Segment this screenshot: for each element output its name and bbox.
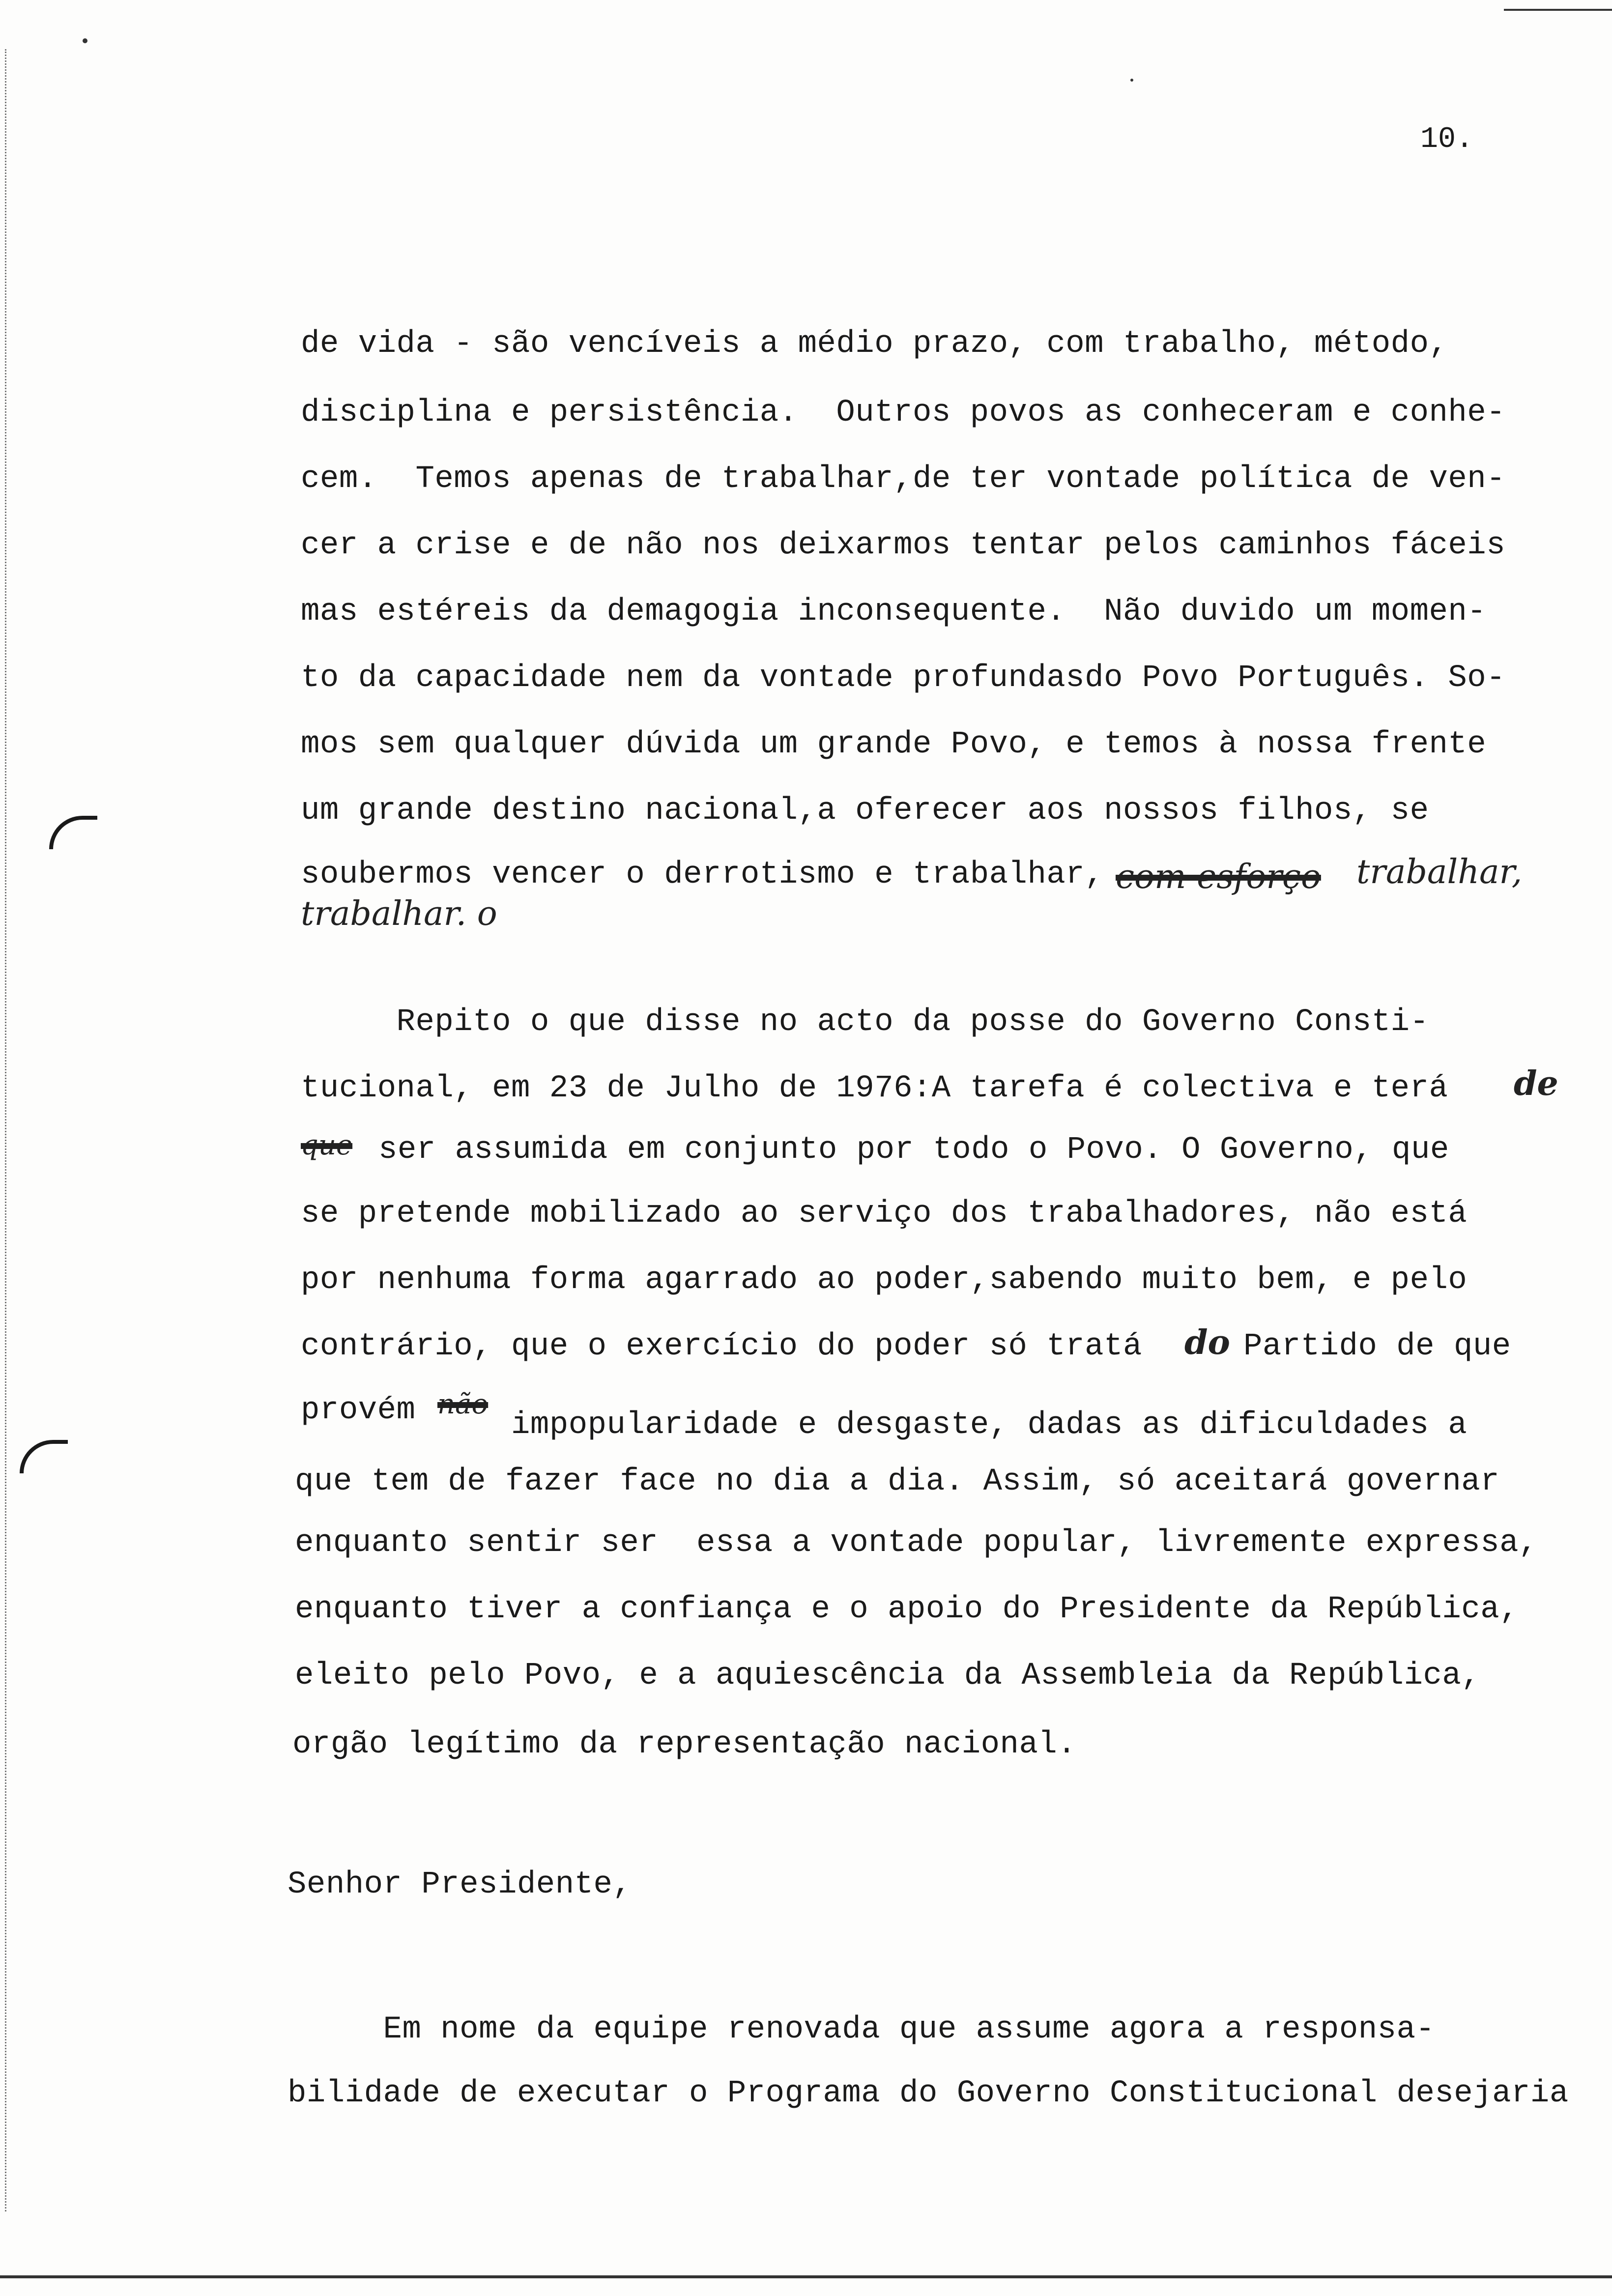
text-line: cer a crise e de não nos deixarmos tentar pelos caminhos fáceis [301,528,1506,563]
salutation: Senhor Presidente, [288,1867,632,1902]
text-line: eleito pelo Povo, e a aquiescência da Assembleia da República, [295,1658,1481,1693]
text-line: soubermos vencer o derrotismo e trabalhar, [301,857,1104,892]
handwritten-correction: trabalhar. o [301,894,497,933]
text-line: provém [301,1393,416,1428]
text-line: contrário, que o exercício do poder só tratá [301,1329,1142,1364]
text-line: Repito o que disse no acto da posse do Governo Consti- [301,1004,1429,1040]
text-line: se pretende mobilizado ao serviço dos trabalhadores, não está [301,1196,1468,1232]
struck-out-text: que [301,1129,353,1161]
text-line: enquanto tiver a confiança e o apoio do Presidente da República, [295,1592,1519,1627]
scan-edge [5,49,9,2211]
text-line: orgão legítimo da representação nacional. [292,1727,1077,1762]
text-line: um grande destino nacional,a oferecer aos nossos filhos, se [301,793,1429,829]
text-line: bilidade de executar o Programa do Governo Constitucional desejaria [288,2076,1569,2111]
top-edge-line [1504,9,1612,11]
bottom-edge-line [0,2275,1612,2278]
text-line: Partido de que [1243,1329,1511,1364]
text-line: to da capacidade nem da vontade profundasdo Povo Português. So- [301,660,1506,696]
margin-mark [49,816,97,849]
scan-speck [1130,79,1133,82]
text-line: cem. Temos apenas de trabalhar,de ter vontade política de ven- [301,461,1506,497]
text-line: ser assumida em conjunto por todo o Povo. O Governo, que [378,1132,1449,1168]
handwritten-correction: de [1514,1064,1558,1103]
handwritten-correction: trabalhar, [1356,853,1523,891]
text-line: que tem de fazer face no dia a dia. Assim, só aceitará governar [295,1464,1500,1499]
text-line: de vida - são vencíveis a médio prazo, com trabalho, método, [301,326,1448,362]
handwritten-correction: do [1184,1323,1230,1362]
struck-out-text: não [437,1388,489,1420]
text-line: mas estéreis da demagogia inconsequente. Não duvido um momen- [301,594,1487,630]
text-line: enquanto sentir ser essa a vontade popular, livremente expressa, [295,1525,1538,1561]
text-line: mos sem qualquer dúvida um grande Povo, e temos à nossa frente [301,727,1487,762]
text-line: impopularidade e desgaste, dadas as dificuldades a [511,1407,1468,1443]
struck-out-text: com esforço [1116,858,1321,896]
scan-speck [83,38,87,43]
text-line: Em nome da equipe renovada que assume agora a responsa- [288,2012,1435,2047]
text-line: por nenhuma forma agarrado ao poder,sabendo muito bem, e pelo [301,1263,1468,1298]
margin-mark [20,1440,68,1473]
text-line: tucional, em 23 de Julho de 1976:A tarefa é colectiva e terá [301,1071,1448,1106]
text-line: disciplina e persistência. Outros povos as conheceram e conhe- [301,395,1506,430]
page-number: 10. [1420,123,1474,156]
